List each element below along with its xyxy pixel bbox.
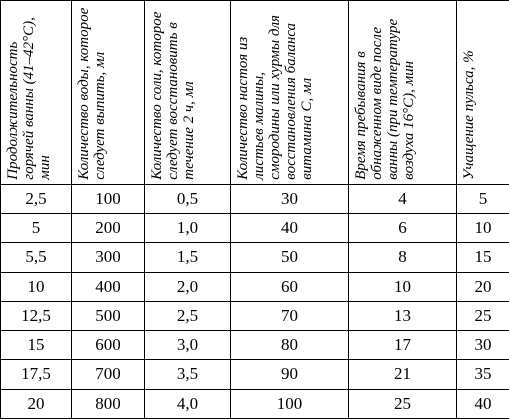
table-cell: 15 [1,331,72,360]
table-cell: 600 [72,331,145,360]
table-cell: 8 [349,243,457,272]
table-cell: 2,0 [145,272,231,301]
table-cell: 10 [457,214,509,243]
table-cell: 15 [457,243,509,272]
table-cell: 0,5 [145,184,231,213]
table-cell: 200 [72,214,145,243]
table-row [1,214,509,243]
table-cell: 25 [457,301,509,330]
table-cell: 17 [349,331,457,360]
table-cell: 25 [349,389,457,418]
table-cell: 5,5 [1,243,72,272]
table-cell: 30 [231,184,349,213]
table-row [1,272,509,301]
column-header-water-amount: Количество воды, которое следует выпить, мл [72,1,145,185]
table-cell: 1,0 [145,214,231,243]
table-row [1,243,509,272]
table-cell: 17,5 [1,360,72,389]
table-cell: 800 [72,389,145,418]
table-cell: 35 [457,360,509,389]
table-cell: 70 [231,301,349,330]
column-header-bath-duration: Продолжительность горячей ванны (41–42°С), мин [1,1,72,185]
column-header-salt-amount: Количество соли, которое следует восстановить в течение 2 ч, мл [145,1,231,185]
table-cell: 20 [457,272,509,301]
table-cell: 5 [1,214,72,243]
table-cell: 60 [231,272,349,301]
table-cell: 100 [231,389,349,418]
column-header-infusion-amount: Количество настоя из листьев малины, смородины или хурмы для восстановления баланса витамина С, мл [231,1,349,185]
table-cell: 3,5 [145,360,231,389]
column-header-exposure-time: Время пребывания в обнаженном виде после ванны (при температуре воздуха 16°С), мин [349,1,457,185]
table-cell: 500 [72,301,145,330]
header-row [1,1,509,185]
table-cell: 300 [72,243,145,272]
table-cell: 30 [457,331,509,360]
table-cell: 700 [72,360,145,389]
table-cell: 2,5 [1,184,72,213]
table-row [1,389,509,418]
table-cell: 12,5 [1,301,72,330]
table-row [1,331,509,360]
table-cell: 20 [1,389,72,418]
table-row [1,360,509,389]
table-cell: 13 [349,301,457,330]
table-cell: 5 [457,184,509,213]
table-cell: 21 [349,360,457,389]
table-row [1,184,509,213]
table-cell: 80 [231,331,349,360]
table-cell: 10 [1,272,72,301]
table-cell: 40 [231,214,349,243]
table-cell: 50 [231,243,349,272]
table-cell: 100 [72,184,145,213]
table-cell: 6 [349,214,457,243]
table-cell: 40 [457,389,509,418]
table-cell: 10 [349,272,457,301]
table-cell: 2,5 [145,301,231,330]
table-row [1,301,509,330]
table-cell: 4,0 [145,389,231,418]
table-cell: 1,5 [145,243,231,272]
table-cell: 400 [72,272,145,301]
table-cell: 4 [349,184,457,213]
table-cell: 3,0 [145,331,231,360]
table-cell: 90 [231,360,349,389]
column-header-pulse-increase: Учащение пульса, % [457,1,509,185]
